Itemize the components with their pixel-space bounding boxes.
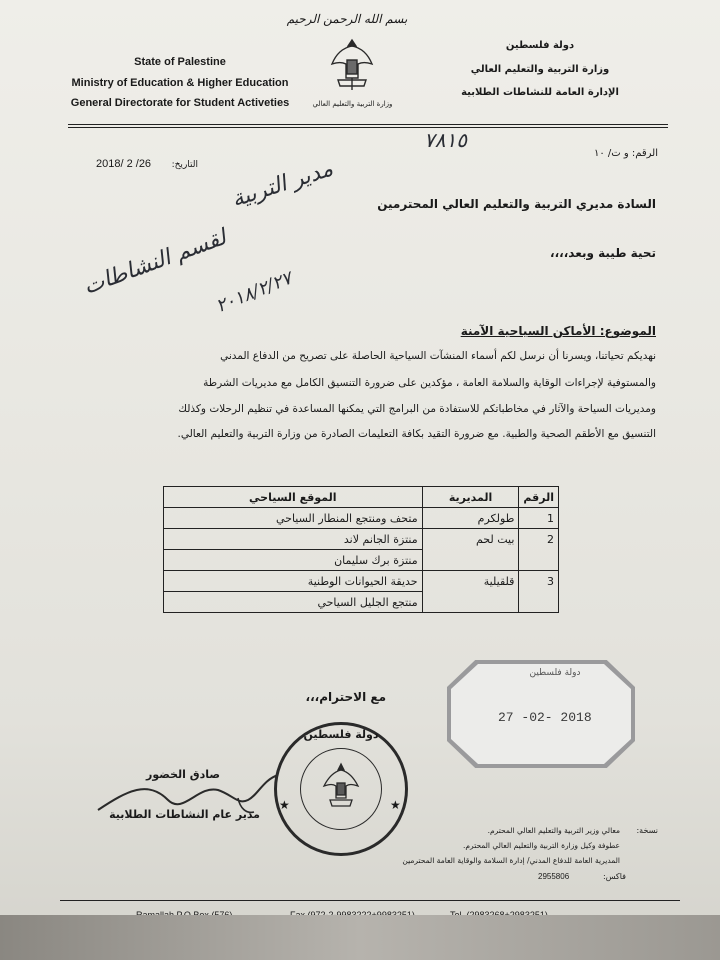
handwritten-note-line2: لقسم النشاطات bbox=[80, 225, 230, 300]
cc-fax-value: 2955806 bbox=[538, 872, 570, 881]
subject: الموضوع: الأماكن السياحية الآمنة bbox=[460, 324, 656, 338]
table-cell-site: منتزة الجانم لاند bbox=[164, 529, 423, 550]
table-cell-site: منتجع الجليل السياحي bbox=[164, 592, 423, 613]
cc-fax-label: فاكس: bbox=[603, 872, 626, 881]
basmala: بسم الله الرحمن الرحيم bbox=[286, 12, 408, 26]
signature-scribble bbox=[88, 770, 288, 830]
header-divider bbox=[68, 124, 668, 125]
table-cell-number: 1 bbox=[519, 508, 559, 529]
closing: مع الاحترام،،، bbox=[305, 690, 386, 704]
emblem-caption: وزارة التربية والتعليم العالي bbox=[312, 100, 393, 108]
seal-text: دولة فلسطين bbox=[303, 728, 379, 741]
seal-star-right: ★ bbox=[390, 798, 401, 812]
table-cell-number bbox=[519, 550, 559, 571]
table-cell-directorate: بيت لحم bbox=[422, 529, 519, 550]
table-cell-directorate bbox=[422, 592, 519, 613]
header-en-state: State of Palestine bbox=[134, 56, 226, 68]
table-header-row bbox=[164, 487, 559, 508]
seal-eagle-icon bbox=[322, 760, 360, 814]
table-row bbox=[164, 571, 559, 592]
cc-line-3: المديرية العامة للدفاع المدني/ إدارة السلامة والوقاية العامة المحترمين bbox=[402, 856, 620, 865]
seal-star-left: ★ bbox=[279, 798, 290, 812]
palestine-eagle-emblem-icon bbox=[328, 34, 376, 96]
body-line-3: ومديريات السياحة والآثار في مخاطباتكم للاستفادة من البرامج التي يمكنها المساعدة في تنظيم الرحلات وكذلك bbox=[178, 403, 656, 415]
cc-label: نسخة: bbox=[636, 826, 658, 835]
header-divider-2 bbox=[68, 127, 668, 128]
footer-divider bbox=[60, 900, 680, 901]
tourist-sites-table bbox=[163, 486, 559, 613]
signature-title: مدير عام النشاطات الطلابية bbox=[109, 808, 260, 821]
table-cell-site: منتزة برك سليمان bbox=[164, 550, 423, 571]
table-row bbox=[164, 550, 559, 571]
reference-number: ٧٨١٥ bbox=[424, 128, 467, 152]
header-en-directorate: General Directorate for Student Activeties bbox=[70, 97, 290, 109]
handwritten-note-date: ٢٠١٨/٢/٢٧ bbox=[212, 267, 295, 318]
header-ar-ministry: وزارة التربية والتعليم العالي bbox=[470, 64, 610, 75]
body-line-1: نهديكم تحياتنا، ويسرنا أن نرسل لكم أسماء المنشآت السياحية الحاصلة على تصريح من الدفاع المدني bbox=[220, 350, 656, 362]
body-line-4: التنسيق مع الأطقم الصحية والطبية. مع ضرورة التقيد بكافة التعليمات الصادرة من وزارة التربية والتعليم العالي. bbox=[177, 428, 656, 440]
handwritten-note-line1: مدير التربية bbox=[228, 156, 337, 213]
table-cell-directorate bbox=[422, 550, 519, 571]
table-cell-number: 3 bbox=[519, 571, 559, 592]
reference-label: الرقم: و ت/ ١٠ bbox=[593, 148, 658, 159]
table-cell-number bbox=[519, 592, 559, 613]
body-line-2: والمستوفية لإجراءات الوقاية والسلامة العامة ، مؤكدين على ضرورة التنسيق الكامل مع مديريات الشرطة bbox=[203, 377, 656, 389]
table-header-site: الموقع السياحي bbox=[164, 487, 423, 508]
table-cell-directorate: قلقيلية bbox=[422, 571, 519, 592]
table-row bbox=[164, 592, 559, 613]
header-ar-state: دولة فلسطين bbox=[505, 40, 575, 51]
addressee: السادة مديري التربية والتعليم العالي المحترمين bbox=[377, 197, 656, 211]
table-row bbox=[164, 508, 559, 529]
cc-line-2: عطوفة وكيل وزارة التربية والتعليم العالي المحترم. bbox=[463, 841, 620, 850]
table-header-directorate: المديرية bbox=[422, 487, 519, 508]
greeting: تحية طيبة وبعد،،،، bbox=[550, 246, 656, 260]
header-ar-directorate: الإدارة العامة للنشاطات الطلابية bbox=[461, 87, 619, 98]
scan-shadow bbox=[0, 915, 720, 960]
table-row bbox=[164, 529, 559, 550]
received-stamp-header: دولة فلسطين bbox=[529, 668, 581, 678]
date-label: التاريخ: bbox=[171, 160, 198, 170]
date-value: 2018/ 2 /26 bbox=[96, 158, 152, 170]
table-header-number: الرقم bbox=[519, 487, 559, 508]
table-cell-directorate: طولكرم bbox=[422, 508, 519, 529]
cc-line-1: معالي وزير التربية والتعليم العالي المحترم. bbox=[487, 826, 620, 835]
received-stamp-date: 27 -02- 2018 bbox=[498, 710, 592, 725]
header-en-ministry: Ministry of Education & Higher Education bbox=[71, 77, 289, 89]
table-cell-site: حديقة الحيوانات الوطنية bbox=[164, 571, 423, 592]
table-cell-site: متحف ومنتجع المنطار السياحي bbox=[164, 508, 423, 529]
table-cell-number: 2 bbox=[519, 529, 559, 550]
signature-name: صادق الخضور bbox=[146, 768, 220, 781]
